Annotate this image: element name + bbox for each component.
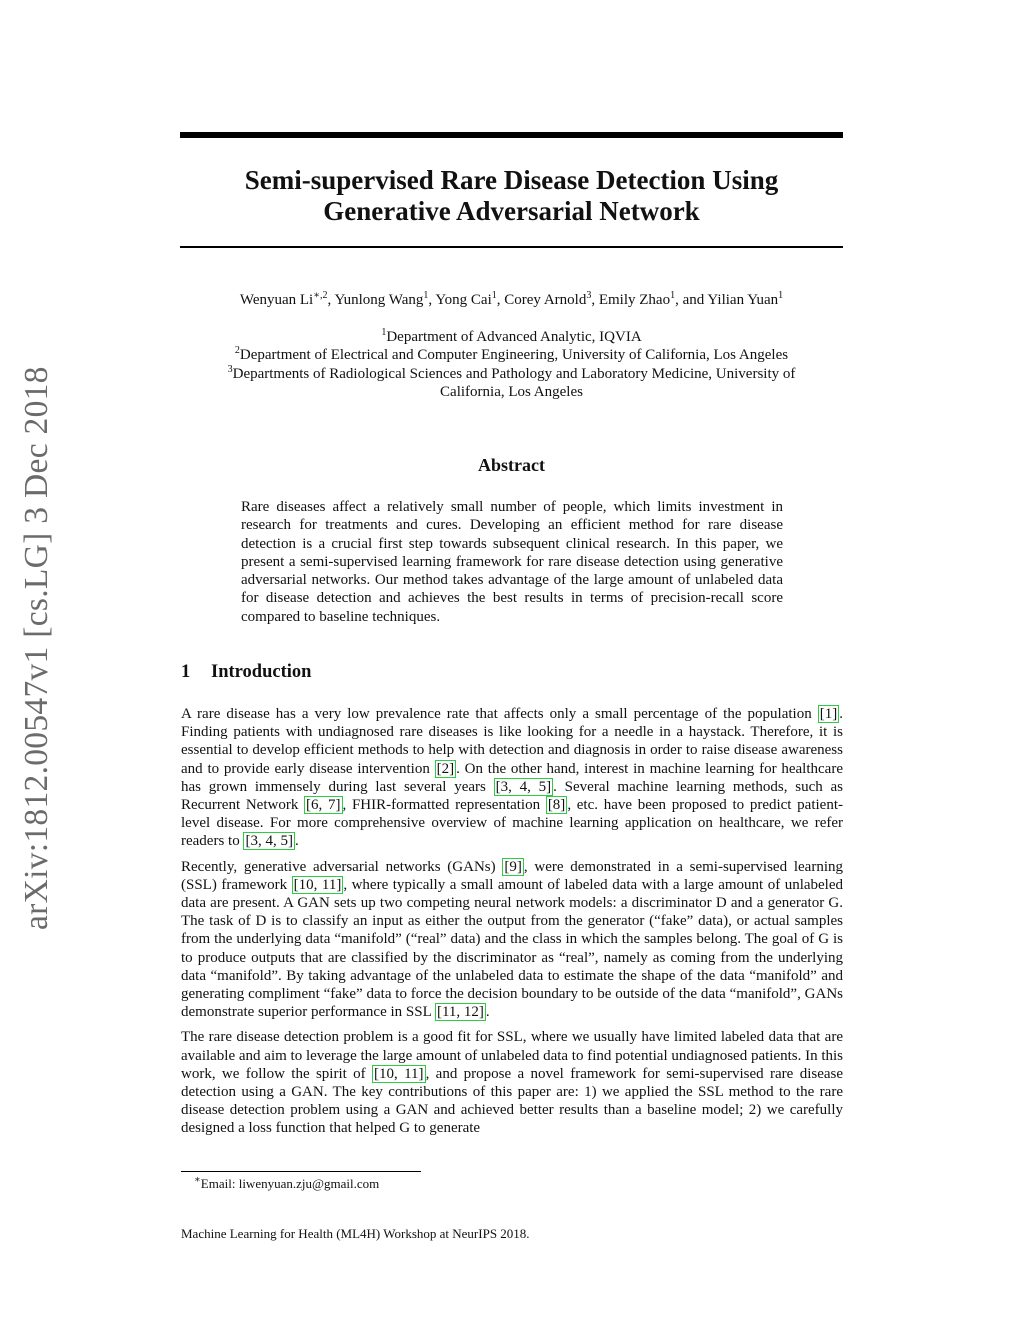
affiliation-3: $^3$Departments of Radiological Sciences and Pathology and Laboratory Medicine, University of [227, 363, 796, 382]
title-line-2: Generative Adversarial Network [323, 196, 700, 226]
citation-link[interactable]: [3, 4, 5] [245, 833, 293, 850]
arxiv-stamp-text[interactable]: arXiv:1812.00547v1 [cs.LG] 3 Dec 2018 [18, 366, 55, 930]
paragraph-2: Recently, generative adversarial networks (GANs) [9] , were demonstrated in a semi-supervised learning (SSL) framework [10, 11] , where typically a small amount of labeled data with a large amount of unlabeled data are present. A GAN sets up two competing neural network models: a discriminator D and a generator G. The task of D is to classify an input as either the output from the generator (“fake” data), or actual samples from the underlying data “manifold” (“real” data) and the class in which the samples belong. The goal of G is to produce outputs that are classified by the discriminator as “real”, namely as coming from the underlying data “manifold”. By taking advantage of the unlabeled data to estimate the shape of the data “manifold” and generating compliment “fake” data to force the decision boundary to be outside of the data “manifold”, GANs demonstrate superior performance in SSL [11, 12] . [181, 858, 844, 1021]
section-heading [181, 662, 311, 683]
author-list [180, 292, 843, 309]
affiliation-3-cont: California, Los Angeles [440, 383, 583, 400]
title-line-1: Semi-supervised Rare Disease Detection Using [244, 165, 779, 195]
paragraph-3: The rare disease detection problem is a good fit for SSL, where we usually have limited labeled data that are available and aim to leverage the large amount of unlabeled data to find potential undiagnosed patients. In this work, we follow the spirit of [10, 11] , and propose a novel framework for semi-supervised rare disease detection using a GAN. The key contributions of this paper are: 1) we applied the SSL method to the rare disease detection problem using a GAN and achieved better results than a baseline model; 2) we carefully designed a loss function that helped G to generate [181, 1029, 844, 1137]
author-name: , Corey Arnold [496, 292, 587, 308]
paper-title [180, 165, 843, 227]
author-sup: 1 [778, 290, 784, 301]
author-sup: 1 [670, 290, 676, 301]
paragraph-1: A rare disease has a very low prevalence rate that affects only a small percentage of the population [1] . Finding patients with undiagnosed rare diseases is like looking for a needle in a haystack. Therefore, it is essential to develop efficient methods to help with detection and diagnosis in order to raise disease awareness and to provide early disease intervention [2] . On the other hand, interest in machine learning for healthcare has grown immensely during last several years [3, 4, 5] . Several machine learning methods, such as Recurrent Network [6, 7] , FHIR-formatted representation [8] , etc. have been proposed to predict patient-level disease. For more comprehensive overview of machine learning application on healthcare, we refer readers to [3, 4, 5] . [181, 706, 843, 850]
arxiv-stamp [10, 360, 60, 930]
citation-link[interactable]: [3, 4, 5] [495, 778, 552, 795]
author-name: , Emily Zhao [591, 292, 671, 308]
footnote [194, 1176, 379, 1192]
author-name: , Yunlong Wang [327, 292, 424, 308]
citation-link[interactable]: [10, 11] [374, 1065, 424, 1082]
author-name: , and Yilian Yuan [675, 292, 779, 308]
title-rule-top [180, 132, 843, 138]
citation-link[interactable]: [8] [547, 797, 566, 814]
section-title: Introduction [211, 662, 312, 682]
affiliation-1: $^1$Department of Advanced Analytic, IQVIA [381, 327, 642, 345]
citation-link[interactable]: [6, 7] [306, 797, 341, 814]
citation-link[interactable]: [10, 11] [293, 876, 342, 893]
affiliation-2: $^2$Department of Electrical and Computer Engineering, University of California, Los Angeles [234, 345, 789, 364]
abstract-heading: Abstract [478, 455, 545, 475]
citation-link[interactable]: [9] [504, 858, 522, 875]
author-sup: 1 [491, 290, 497, 301]
section-body [181, 705, 843, 1145]
abstract-text: Rare diseases affect a relatively small number of people, which limits investment in research for treatments and cures. Developing an efficient method for rare disease detection is a crucial first step towards subsequent clinical research. In this paper, we present a semi-supervised learning framework for rare disease detection using generative adversarial networks. Our method takes advantage of the large amount of unlabeled data for disease detection and achieves the best results in terms of precision-recall score compared to baseline techniques. [241, 499, 783, 625]
affiliations [180, 328, 843, 401]
citation-link[interactable]: [11, 12] [436, 1004, 484, 1021]
footnote-mark: ∗ [194, 1174, 201, 1186]
title-rule-bottom [180, 246, 843, 248]
author-sup: ∗,2 [313, 290, 328, 301]
author-sup: 1 [423, 290, 429, 301]
venue-footer: Machine Learning for Health (ML4H) Workshop at NeurIPS 2018. [181, 1226, 530, 1241]
author-sup: 3 [586, 290, 592, 301]
footnote-text: Email: liwenyuan.zju@gmail.com [200, 1176, 380, 1191]
footnote-rule [181, 1171, 421, 1172]
author-name: , Yong Cai [428, 292, 492, 308]
section-number: 1 [181, 662, 191, 682]
citation-link[interactable]: [1] [819, 706, 838, 722]
citation-link[interactable]: [2] [436, 760, 455, 777]
author-name: Wenyuan Li [239, 292, 314, 308]
